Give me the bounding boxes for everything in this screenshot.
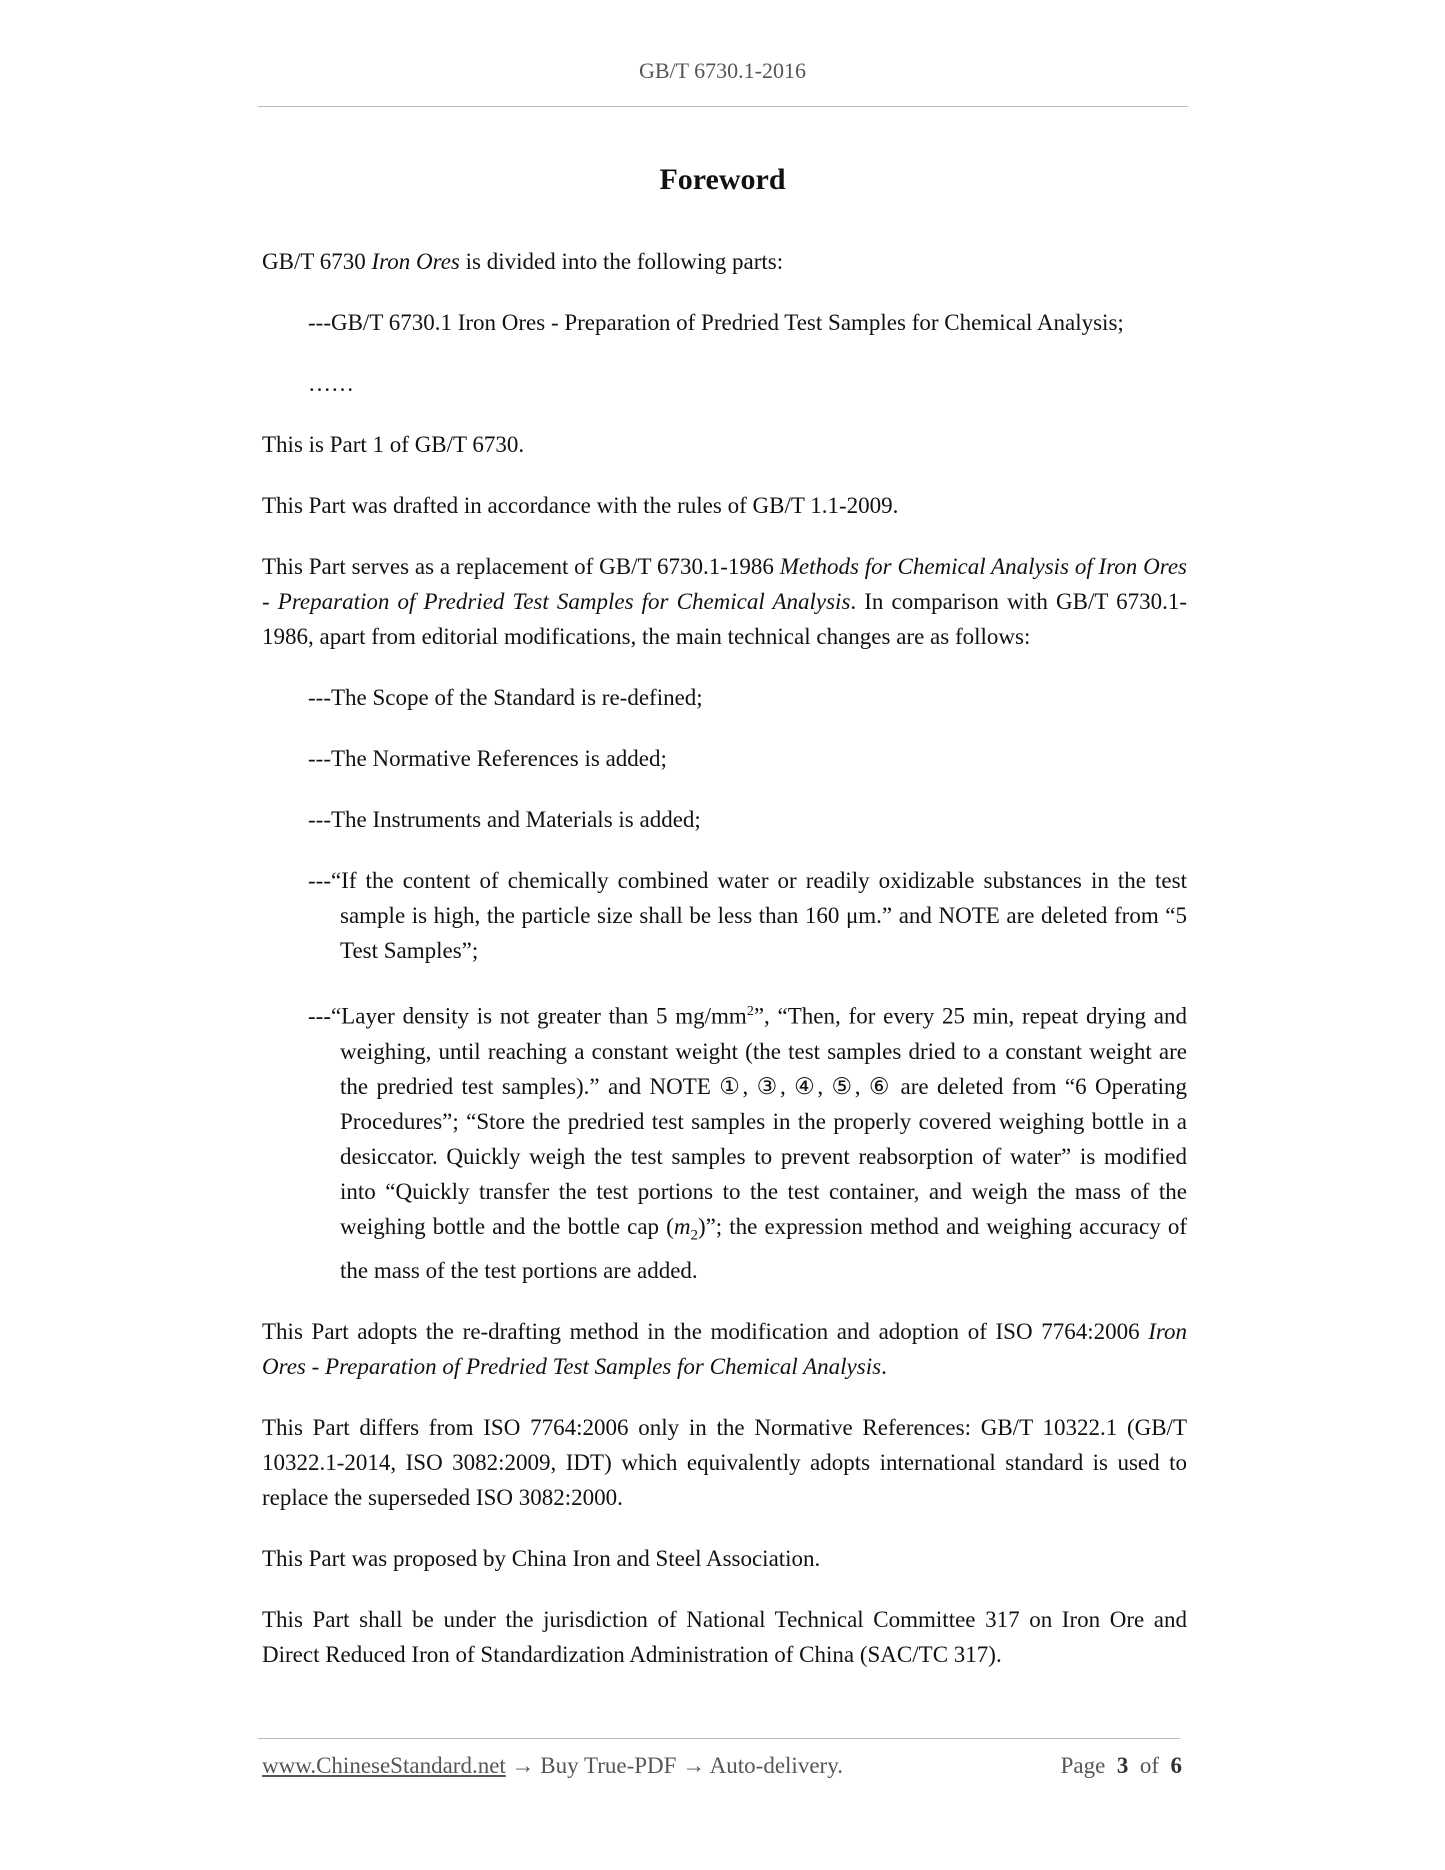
- header-divider: [258, 106, 1188, 107]
- list-item-change-1: ---The Scope of the Standard is re-defined;: [308, 685, 703, 710]
- list-item-part1: ---GB/T 6730.1 Iron Ores - Preparation of Predried Test Samples for Chemical Analysis;: [308, 310, 1124, 335]
- current-page: 3: [1116, 1753, 1129, 1778]
- paragraph-replacement: This Part serves as a replacement of GB/T 6730.1-1986 Methods for Chemical Analysis of Iron Ores - Preparation of Predried Test Samples for Chemical Analysis. In comparison with GB/T 6730.1-1986, apart from editorial modifications, the main technical changes are as follows:: [262, 554, 1188, 649]
- page-footer: [262, 1753, 1182, 1789]
- website-link[interactable]: www.ChineseStandard.net: [262, 1753, 506, 1778]
- auto-delivery-text: Auto-delivery.: [709, 1753, 843, 1778]
- list-item-change-3: ---The Instruments and Materials is added;: [308, 807, 701, 832]
- paragraph-parts-intro: GB/T 6730 Iron Ores is divided into the following parts:: [262, 249, 784, 274]
- paragraph-drafting-rules: This Part was drafted in accordance with the rules of GB/T 1.1-2009.: [262, 493, 899, 518]
- running-header: GB/T 6730.1-2016: [638, 58, 807, 83]
- footer-promo: [262, 1753, 843, 1779]
- document-body: [262, 244, 1187, 1698]
- paragraph-jurisdiction: This Part shall be under the jurisdiction of National Technical Committee 317 on Iron Ore and Direct Reduced Iron of Standardization Administration of China (SAC/TC 317).: [262, 1607, 1187, 1668]
- footer-divider: [258, 1738, 1180, 1739]
- paragraph-differences: This Part differs from ISO 7764:2006 only in the Normative References: GB/T 10322.1 (GB/T 10322.1-2014, ISO 3082:2009, IDT) which equivalently adopts international standard is used to replace the superseded ISO 3082:2000.: [262, 1415, 1187, 1511]
- list-ellipsis: ……: [308, 371, 354, 396]
- arrow-right-icon: →: [505, 1753, 541, 1778]
- buy-pdf-text: Buy True-PDF: [540, 1753, 677, 1778]
- list-item-change-4: ---“If the content of chemically combined water or readily oxidizable substances in the test sample is high, the particle size shall be less than 160 μm.” and NOTE are deleted from “5 Test Samples”;: [308, 868, 1187, 963]
- list-item-change-5: ---“Layer density is not greater than 5 $mg/mm^2$”, “Then, for every 25 min, repeat drying and weighing, until reaching a constant weight (the test samples dried to a constant weight are the predried test samples).” and NOTE ①, ③, ④, ⑤, ⑥ are deleted from “6 Operating Procedures”; “Store the predried test samples in the properly covered weighing bottle in a desiccator. Quickly weigh the test samples to prevent reabsorption of water” is modified into “Quickly transfer the test portions to the test container, and weigh the mass of the weighing bottle and the bottle cap $(m_2)$”; the expression method and weighing accuracy of the mass of the test portions are added.: [308, 1003, 1187, 1284]
- paragraph-part-of: This is Part 1 of GB/T 6730.: [262, 432, 525, 457]
- arrow-right-icon: →: [676, 1753, 710, 1778]
- page-number: Page 3 of 6: [1060, 1753, 1182, 1778]
- total-pages: 6: [1170, 1753, 1182, 1778]
- page-title: Foreword: [659, 163, 786, 196]
- paragraph-proposer: This Part was proposed by China Iron and Steel Association.: [262, 1546, 821, 1572]
- list-item-change-2: ---The Normative References is added;: [308, 746, 667, 771]
- paragraph-adoption: This Part adopts the re-drafting method in the modification and adoption of ISO 7764:2006 Iron Ores - Preparation of Predried Test Samples for Chemical Analysis.: [262, 1319, 1187, 1380]
